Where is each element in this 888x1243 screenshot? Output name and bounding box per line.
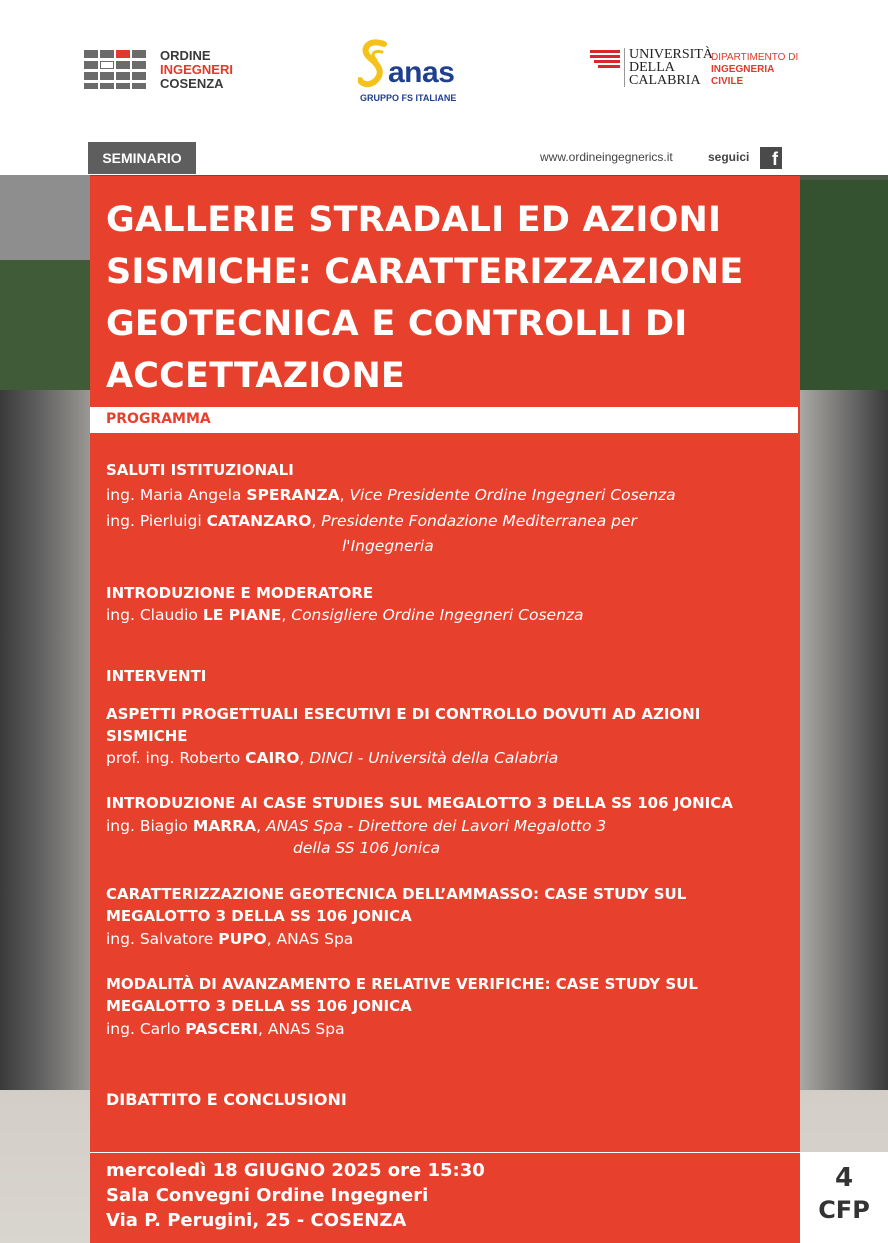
intro-heading: INTRODUZIONE E MODERATORE <box>106 584 374 602</box>
speaker-marra: ing. Biagio MARRA, ANAS Spa - Direttore dei Lavori Megalotto 3 <box>106 817 607 835</box>
seguici-label: seguici <box>708 150 750 164</box>
facebook-icon[interactable]: f <box>760 147 782 169</box>
anas-logo <box>358 38 478 108</box>
talk1-title-1: ASPETTI PROGETTUALI ESECUTIVI E DI CONTROLLO DOVUTI AD AZIONI <box>106 705 701 723</box>
website-link[interactable]: www.ordineingegnerics.it <box>540 150 673 164</box>
speaker-catanzaro-role-cont: l'Ingegneria <box>342 537 434 555</box>
photo-dam-left <box>0 390 90 1090</box>
unical-dept-1: DIPARTIMENTO DI <box>711 52 799 63</box>
talk3-title-1: CARATTERIZZAZIONE GEOTECNICA DELL’AMMASSO: CASE STUDY SUL <box>106 885 687 903</box>
programma-label: PROGRAMMA <box>106 411 211 427</box>
event-address: Via P. Perugini, 25 - COSENZA <box>106 1210 407 1231</box>
page-title <box>106 194 796 402</box>
ordine-line2: INGEGNERI <box>160 62 233 77</box>
ordine-grid-icon <box>84 50 150 90</box>
cfp-number: 4 <box>834 1163 854 1193</box>
divider <box>90 1152 888 1153</box>
talk3-title-2: MEGALOTTO 3 DELLA SS 106 JONICA <box>106 907 412 925</box>
saluti-heading: SALUTI ISTITUZIONALI <box>106 461 294 479</box>
speaker-cairo: prof. ing. Roberto CAIRO, DINCI - Università della Calabria <box>106 749 559 767</box>
title-line-4: ACCETTAZIONE <box>106 356 406 396</box>
event-venue: Sala Convegni Ordine Ingegneri <box>106 1185 429 1206</box>
event-date: mercoledì 18 GIUGNO 2025 ore 15:30 <box>106 1160 485 1181</box>
unical-name-1: UNIVERSITÀ <box>629 47 713 62</box>
speaker-marra-role-cont: della SS 106 Jonica <box>293 839 441 857</box>
ordine-line3: COSENZA <box>160 76 224 91</box>
ordine-line1: ORDINE <box>160 48 211 63</box>
title-line-1: GALLERIE STRADALI ED AZIONI <box>106 200 722 240</box>
speaker-speranza: ing. Maria Angela SPERANZA, Vice Presidente Ordine Ingegneri Cosenza <box>106 486 676 504</box>
talk4-title-2: MEGALOTTO 3 DELLA SS 106 JONICA <box>106 997 412 1015</box>
unical-name-3: CALABRIA <box>629 73 701 88</box>
talk4-title-1: MODALITÀ DI AVANZAMENTO E RELATIVE VERIFICHE: CASE STUDY SUL <box>106 975 698 993</box>
unical-dept-3: CIVILE <box>711 76 744 87</box>
cfp-badge <box>800 1153 888 1243</box>
speaker-pupo: ing. Salvatore PUPO, ANAS Spa <box>106 930 354 948</box>
anas-s-icon <box>358 38 392 90</box>
photo-trees-right <box>800 180 888 410</box>
photo-trees-left <box>0 260 90 390</box>
programma-bar <box>90 407 798 433</box>
speaker-pasceri: ing. Carlo PASCERI, ANAS Spa <box>106 1020 345 1038</box>
header-logos <box>0 0 888 140</box>
unical-mark-icon <box>590 50 620 70</box>
unical-name-2: DELLA <box>629 60 675 75</box>
event-info <box>106 1158 485 1233</box>
anas-wordmark: anas <box>388 56 455 89</box>
seminario-badge: SEMINARIO <box>88 142 196 174</box>
cfp-label: CFP <box>818 1196 870 1224</box>
interventi-heading: INTERVENTI <box>106 667 207 685</box>
closing-heading: DIBATTITO E CONCLUSIONI <box>106 1090 347 1109</box>
title-line-2: SISMICHE: CARATTERIZZAZIONE <box>106 252 744 292</box>
title-line-3: GEOTECNICA E CONTROLLI DI <box>106 304 688 344</box>
talk2-title-1: INTRODUZIONE AI CASE STUDIES SUL MEGALOTTO 3 DELLA SS 106 JONICA <box>106 794 733 812</box>
talk1-title-2: SISMICHE <box>106 727 188 745</box>
anas-subtitle: GRUPPO FS ITALIANE <box>360 93 457 103</box>
photo-strip <box>0 175 90 265</box>
photo-dam-right <box>800 390 888 1090</box>
speaker-catanzaro: ing. Pierluigi CATANZARO, Presidente Fondazione Mediterranea per <box>106 512 637 530</box>
speaker-le-piane: ing. Claudio LE PIANE, Consigliere Ordine Ingegneri Cosenza <box>106 606 584 624</box>
unical-dept-2: INGEGNERIA <box>711 64 775 75</box>
